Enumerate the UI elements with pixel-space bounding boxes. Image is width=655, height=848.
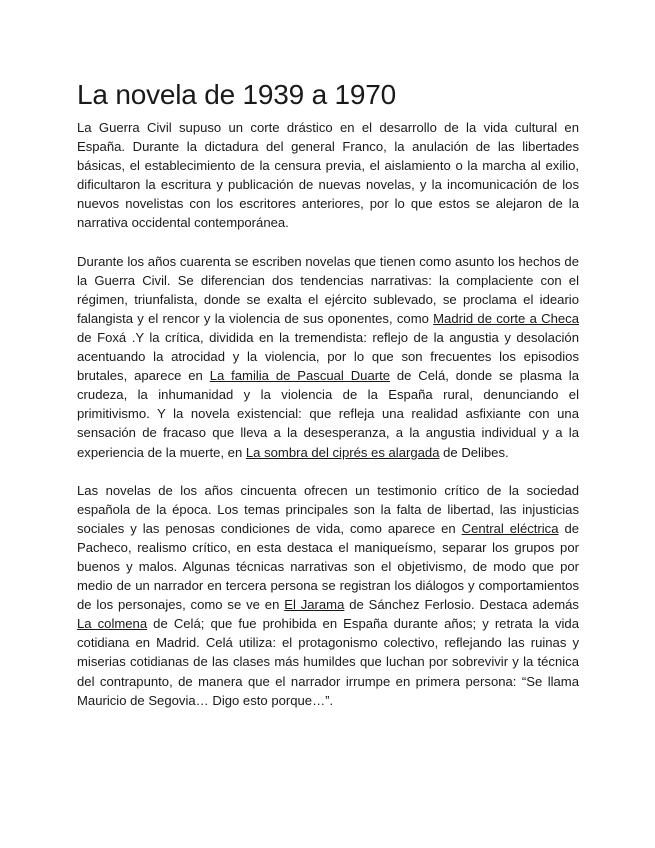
- book-title-link[interactable]: Madrid de corte a Checa: [433, 310, 579, 326]
- paragraph-text: de Foxá .Y la crítica, dividida en la tremendista: reflejo de la angustia y desolación acentuando la atrocidad y la violencia, por lo que son frecuentes los episodios brutales, aparece en: [77, 329, 579, 384]
- paragraph-text: Las novelas de los años cincuenta ofrecen un testimonio crítico de la sociedad española de la época. Los temas principales son la falta de libertad, las injusticias sociales y las penosas condiciones de vida, como aparece en: [77, 482, 579, 536]
- paragraph-text: de Celá; que fue prohibida en España durante años; y retrata la vida cotidiana en Madrid. Celá utiliza: el protagonismo colectivo, reflejando las ruinas y miserias cotidianas de las clases más humildes que luchan por sobrevivir y la técnica del contrapunto, de manera que el narrador irrumpe en primera persona: “Se llama Mauricio de Segovia… Digo esto porque…”.: [77, 616, 579, 708]
- paragraph-text: Durante los años cuarenta se escriben novelas que tienen como asunto los hechos de la Guerra Civil. Se diferencian dos tendencias narrativas: la complaciente con el régimen, triunfalista, donde se exalta el ejército sublevado, se proclama el ideario falangista y el rencor y la violencia de sus oponentes, como: [77, 253, 579, 326]
- paragraph-text: de Celá, donde se plasma la crudeza, la inhumanidad y la violencia de la España rural, denunciando el primitivismo. Y la novela existencial: que refleja una realidad asfixiante con una sensación de fracaso que lleva a la desesperanza, a la angustia individual y a la experiencia de la muerte, en: [77, 368, 579, 460]
- paragraph-text: La Guerra Civil supuso un corte drástico en el desarrollo de la vida cultural en España. Durante la dictadura del general Franco, la anulación de las libertades básicas, el establecimiento de la censura previa, el aislamiento o la marcha al exilio, dificultaron la escritura y publicación de nuevas novelas, y la incomunicación de los nuevos novelistas con los escritores anteriores, por lo que estos se alejaron de la narrativa occidental contemporánea.: [77, 120, 579, 231]
- book-title-link[interactable]: La familia de Pascual Duarte: [209, 368, 391, 384]
- body-text: [77, 118, 579, 710]
- book-title-link[interactable]: Central eléctrica: [461, 520, 559, 536]
- book-title-link[interactable]: El Jarama: [284, 597, 345, 613]
- book-title-link[interactable]: La sombra del ciprés es alargada: [245, 444, 440, 460]
- paragraph-2: [77, 252, 579, 462]
- paragraph-1: [77, 118, 579, 233]
- paragraph-text: de Delibes.: [439, 444, 509, 460]
- book-title-link[interactable]: La colmena: [77, 616, 148, 632]
- page-title: La novela de 1939 a 1970: [77, 79, 397, 110]
- paragraph-3: [77, 481, 579, 710]
- paragraph-text: de Sánchez Ferlosio. Destaca además: [344, 597, 579, 613]
- paragraph-text: de Pacheco, realismo crítico, en esta destaca el maniqueísmo, separar los grupos por buenos y malos. Algunas técnicas narrativas son el objetivismo, de modo que por medio de un narrador en tercera persona se registran los diálogos y comportamientos de los personajes, como se ve en: [77, 520, 580, 613]
